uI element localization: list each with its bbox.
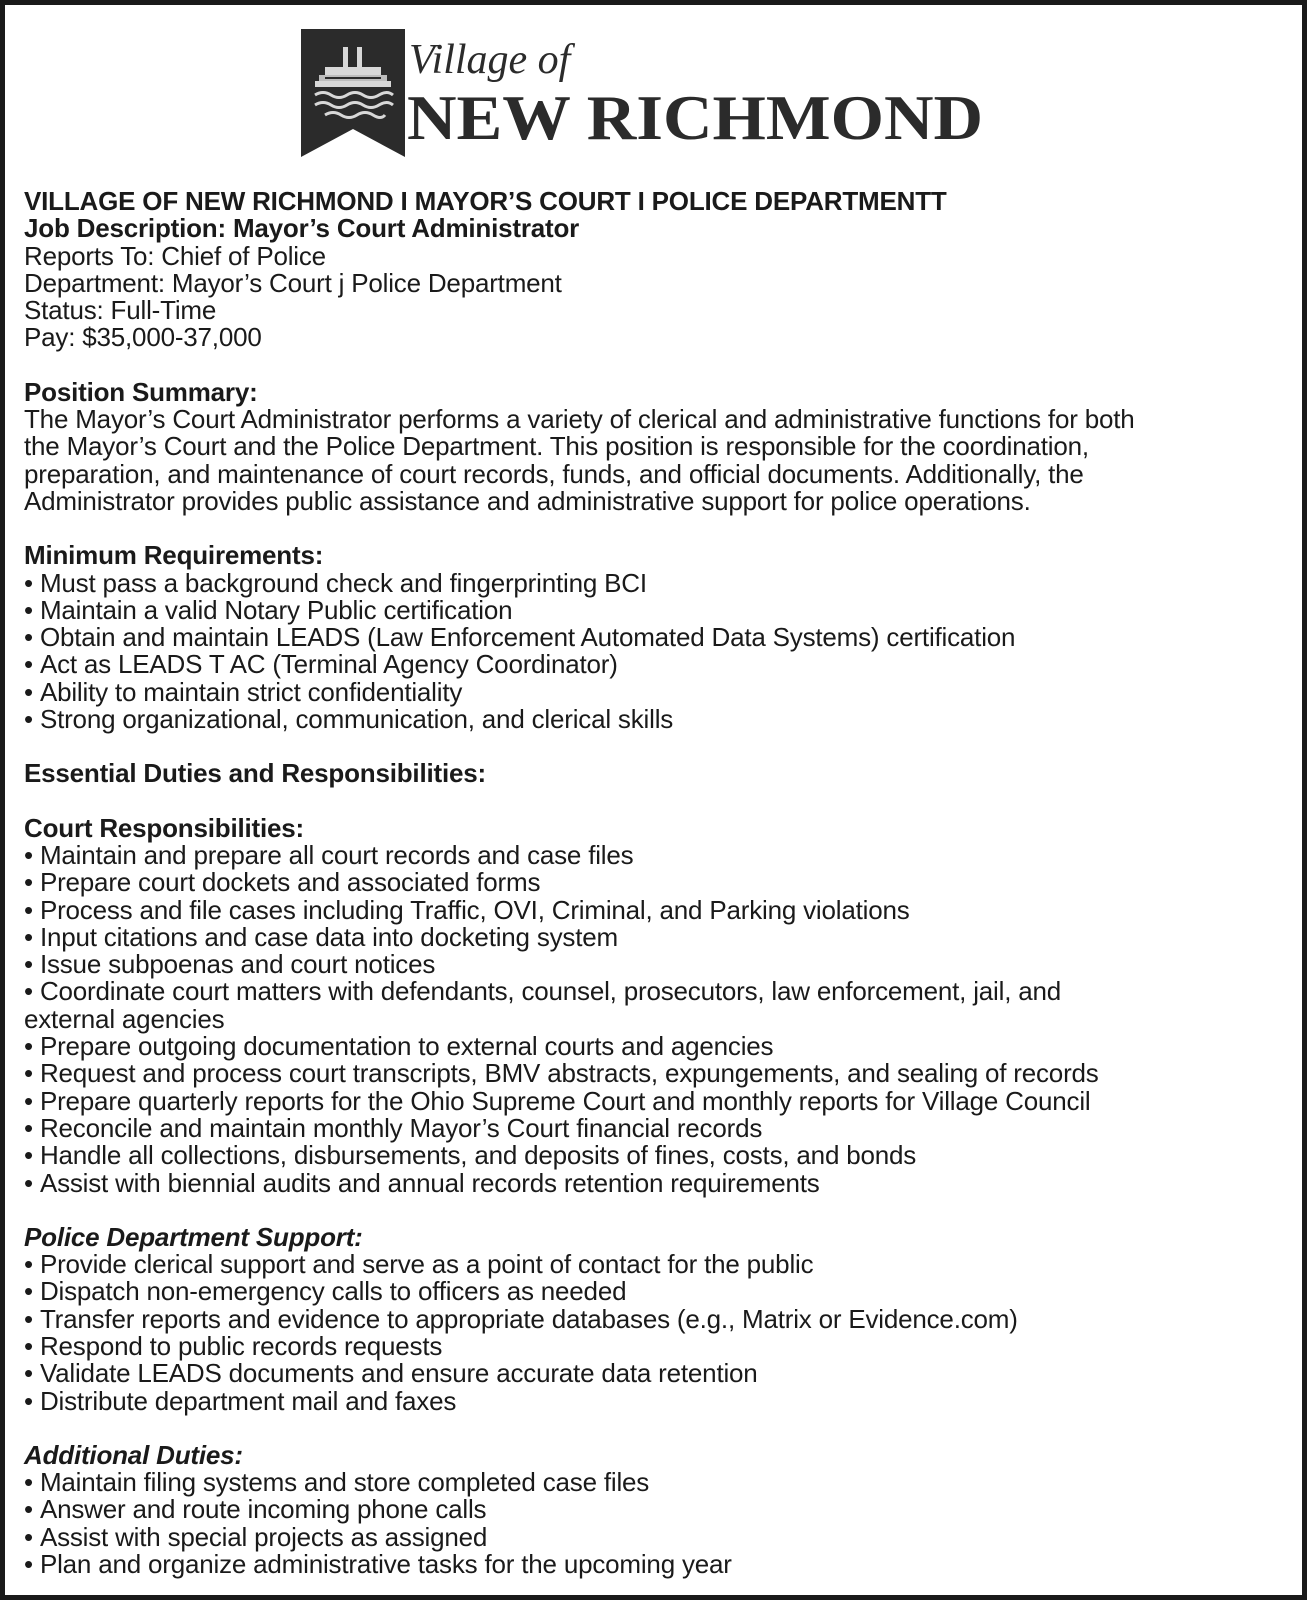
list-item: • Respond to public records requests xyxy=(24,1333,1294,1360)
court-heading: Court Responsibilities: xyxy=(24,812,304,843)
list-item: • Strong organizational, communication, and clerical skills xyxy=(24,706,1294,733)
list-item: • Obtain and maintain LEADS (Law Enforcement Automated Data Systems) certification xyxy=(24,624,1294,651)
list-item: • Prepare quarterly reports for the Ohio Supreme Court and monthly reports for Village Council xyxy=(24,1088,1294,1115)
logo-svg xyxy=(301,29,1021,169)
list-item: • Provide clerical support and serve as a point of contact for the public xyxy=(24,1251,1294,1278)
list-item: • Transfer reports and evidence to appropriate databases (e.g., Matrix or Evidence.com) xyxy=(24,1306,1294,1333)
list-item: • Must pass a background check and fingerprinting BCI xyxy=(24,570,1294,597)
list-item: • Validate LEADS documents and ensure accurate data retention xyxy=(24,1360,1294,1387)
list-item: • Plan and organize administrative tasks for the upcoming year xyxy=(24,1551,1294,1578)
additional-heading: Additional Duties: xyxy=(24,1439,243,1470)
list-item: • Maintain and prepare all court records and case files xyxy=(24,842,1294,869)
list-item: • Ability to maintain strict confidentiality xyxy=(24,679,1294,706)
list-item: • Assist with biennial audits and annual records retention requirements xyxy=(24,1170,1294,1197)
logo-name-text: NEW RICHMOND xyxy=(407,82,983,153)
list-item: • Input citations and case data into docketing system xyxy=(24,924,1294,951)
list-item: • Act as LEADS T AC (Terminal Agency Coordinator) xyxy=(24,651,1294,678)
list-item: • Prepare outgoing documentation to external courts and agencies xyxy=(24,1033,1294,1060)
org-line: VILLAGE OF NEW RICHMOND I MAYOR’S COURT I POLICE DEPARTMENTT xyxy=(24,186,947,216)
list-item: • Prepare court dockets and associated forms xyxy=(24,869,1294,896)
list-item: • Handle all collections, disbursements, and deposits of fines, costs, and bonds xyxy=(24,1142,1294,1169)
list-item: • Assist with special projects as assigned xyxy=(24,1524,1294,1551)
list-item: • Distribute department mail and faxes xyxy=(24,1388,1294,1415)
list-item: • Dispatch non-emergency calls to officers as needed xyxy=(24,1278,1294,1305)
pay: Pay: $35,000-37,000 xyxy=(24,322,262,353)
list-item: • Coordinate court matters with defendants, counsel, prosecutors, law enforcement, jail, and external agencies xyxy=(24,978,1154,1033)
list-item: • Request and process court transcripts, BMV abstracts, expungements, and sealing of records xyxy=(24,1060,1294,1087)
police-heading: Police Department Support: xyxy=(24,1221,363,1252)
summary-heading: Position Summary: xyxy=(24,376,258,407)
list-item: • Answer and route incoming phone calls xyxy=(24,1496,1294,1523)
village-logo xyxy=(301,29,1021,169)
list-item: • Maintain filing systems and store completed case files xyxy=(24,1469,1294,1496)
duties-heading: Essential Duties and Responsibilities: xyxy=(24,758,486,789)
list-item: • Process and file cases including Traffic, OVI, Criminal, and Parking violations xyxy=(24,897,1294,924)
list-item: • Issue subpoenas and court notices xyxy=(24,951,1294,978)
logo-script-text: Village of xyxy=(409,37,571,83)
status: Status: Full-Time xyxy=(24,295,217,326)
posting-body xyxy=(24,188,1294,1578)
summary-line: preparation, and maintenance of court records, funds, and official documents. Additionally, the xyxy=(24,458,1084,489)
summary-line: Administrator provides public assistance and administrative support for police operations. xyxy=(24,485,1031,516)
reports-to: Reports To: Chief of Police xyxy=(24,240,326,271)
requirements-heading: Minimum Requirements: xyxy=(24,540,324,571)
summary-line: the Mayor’s Court and the Police Department. This position is responsible for the coordination, xyxy=(24,431,1089,462)
list-item: • Reconcile and maintain monthly Mayor’s Court financial records xyxy=(24,1115,1294,1142)
job-title: Job Description: Mayor’s Court Administrator xyxy=(24,213,580,244)
list-item: • Maintain a valid Notary Public certification xyxy=(24,597,1294,624)
summary-line: The Mayor’s Court Administrator performs a variety of clerical and administrative functions for both xyxy=(24,404,1135,435)
department: Department: Mayor’s Court j Police Department xyxy=(24,267,562,298)
